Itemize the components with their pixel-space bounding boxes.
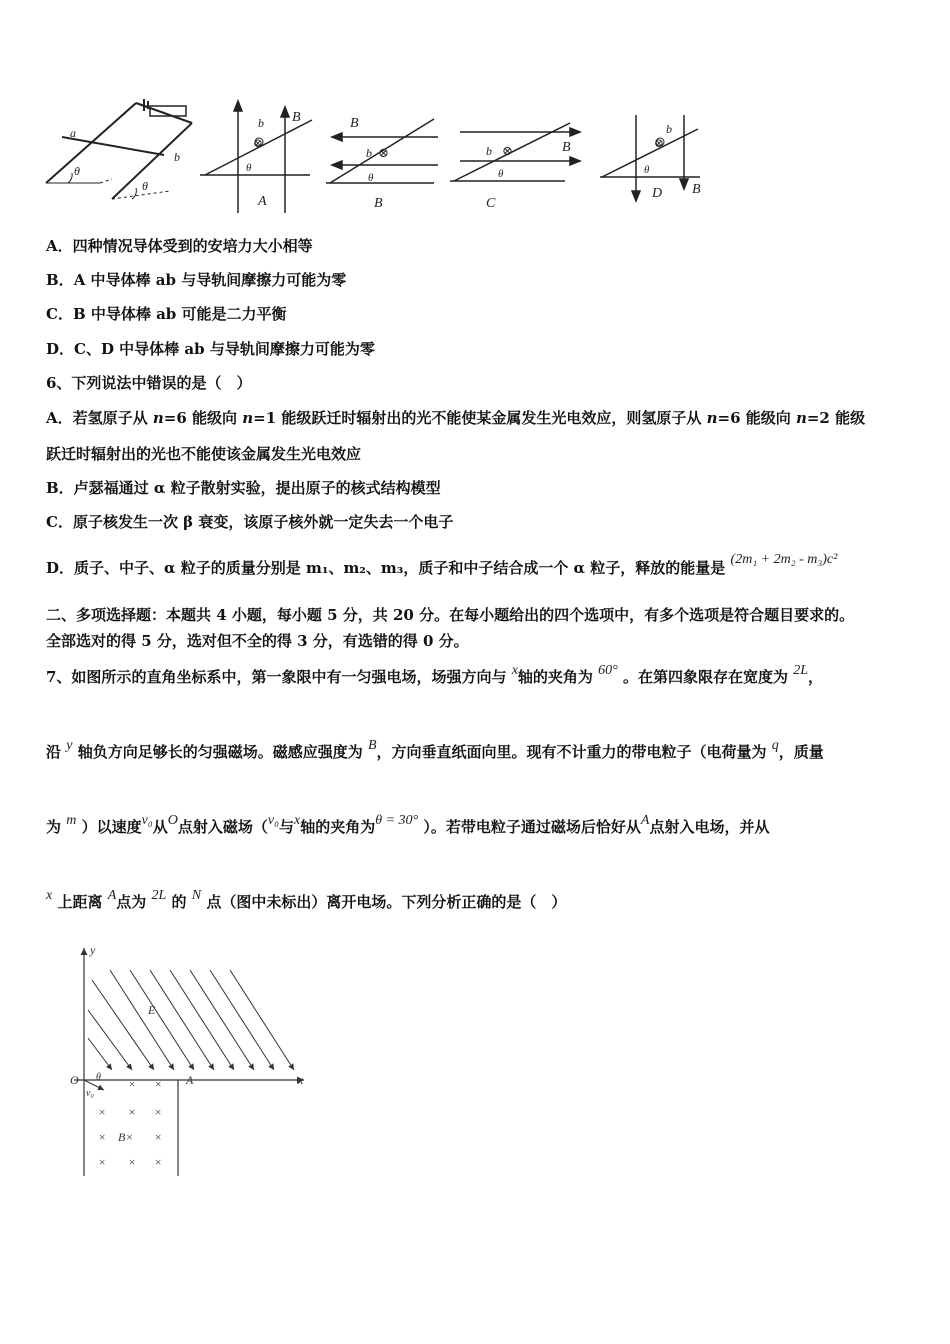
q7-text: 从 bbox=[152, 818, 168, 836]
q6-a-part: =2 能级 bbox=[806, 409, 866, 427]
q7-var-A: A bbox=[107, 888, 117, 903]
figure-B-caption: B bbox=[374, 196, 383, 211]
q5-option-a bbox=[46, 236, 313, 256]
theta-label: θ bbox=[96, 1072, 101, 1083]
A-cross: ⊗ bbox=[253, 136, 264, 150]
q7-text: ， bbox=[808, 668, 824, 686]
A-label-B: B bbox=[292, 110, 301, 125]
q6-d-formula: (2m₁ + 2m₂ - m₃)c² bbox=[730, 552, 838, 567]
B-cross: ⊗ bbox=[378, 145, 389, 160]
A-label-theta: θ bbox=[246, 162, 252, 174]
B-label-theta: θ bbox=[368, 172, 374, 184]
q5-c-key: C． bbox=[46, 305, 73, 323]
q6-option-a-line1 bbox=[46, 408, 865, 428]
q7-text: ，质量 bbox=[778, 743, 824, 761]
q7-line4 bbox=[46, 888, 567, 914]
q5-c-text: B 中导体棒 ab 可能是二力平衡 bbox=[72, 305, 287, 323]
y-axis-label: y bbox=[90, 943, 96, 957]
q6-a-part: =6 能级向 bbox=[163, 409, 243, 427]
q7-var-B: B bbox=[367, 738, 377, 753]
field-E-label: E bbox=[148, 1003, 156, 1017]
q7-var-q: q bbox=[771, 738, 779, 753]
q6-a-n: n bbox=[795, 409, 807, 427]
q5-option-d bbox=[46, 339, 375, 359]
origin-label: O bbox=[70, 1073, 79, 1087]
q7-text: 点（图中未标出）离开电场。下列分析正确的是（ ） bbox=[206, 893, 567, 911]
field-B-label: B× bbox=[118, 1130, 134, 1144]
D-label-B: B bbox=[692, 182, 701, 197]
q6-option-d bbox=[46, 552, 838, 580]
q7-var-m: m bbox=[66, 813, 77, 828]
label-a: a bbox=[70, 126, 76, 140]
x-axis-label: x bbox=[298, 1073, 304, 1087]
q7-text: 的 bbox=[171, 893, 187, 911]
q5-a-key: A． bbox=[46, 237, 73, 255]
q7-var-y: y bbox=[66, 738, 73, 753]
section2-line2: 全部选对的得 5 分，选对但不全的得 3 分，有选错的得 0 分。 bbox=[46, 632, 469, 650]
label-theta-2: θ bbox=[142, 179, 148, 193]
q6-a-part: A．若氢原子从 bbox=[46, 409, 153, 427]
B-label-b: b bbox=[366, 146, 372, 160]
q6-a-part: =6 能级向 bbox=[717, 409, 796, 427]
q5-option-b bbox=[46, 270, 346, 290]
q7-theta-30: θ = 30° bbox=[375, 813, 419, 828]
q7-text: 轴的夹角为 bbox=[300, 818, 376, 836]
q7-text: 。在第四象限存在宽度为 bbox=[623, 668, 789, 686]
q6-d-text: D．质子、中子、α 粒子的质量分别是 m₁、m₂、m₃，质子和中子结合成一个 α 粒子，释放的能量是 bbox=[46, 559, 726, 577]
figure-D bbox=[600, 115, 700, 201]
D-cross: ⊗ bbox=[654, 136, 665, 150]
q6-a-n: n bbox=[706, 409, 718, 427]
label-theta-1: θ bbox=[74, 164, 80, 178]
q7-text: 点射入电场，并从 bbox=[649, 818, 770, 836]
cross-mark: × bbox=[98, 1105, 107, 1119]
q7-text: 上距离 bbox=[57, 893, 103, 911]
q7-var-N: N bbox=[191, 888, 202, 903]
q6-option-b: B．卢瑟福通过 α 粒子散射实验，提出原子的核式结构模型 bbox=[46, 479, 441, 497]
D-label-theta: θ bbox=[644, 164, 650, 176]
q5-d-key: D． bbox=[46, 340, 75, 358]
q5-d-text: C、D 中导体棒 ab 与导轨间摩擦力可能为零 bbox=[74, 340, 375, 358]
q7-text: 为 bbox=[46, 818, 62, 836]
cross-mark: × bbox=[154, 1105, 163, 1119]
q6-a-part: =1 能级跃迁时辐射出的光不能使某金属发生光电效应，则氢原子从 bbox=[253, 409, 707, 427]
q5-figures bbox=[40, 95, 720, 220]
figure-incline-rails bbox=[46, 99, 192, 199]
q7-text: 轴负方向足够长的匀强磁场。磁感应强度为 bbox=[77, 743, 363, 761]
figure-A-caption: A bbox=[258, 194, 267, 209]
figure-C bbox=[450, 123, 580, 181]
q7-var-x: x bbox=[293, 813, 301, 828]
q6-a-n: n bbox=[242, 409, 254, 427]
q7-line2 bbox=[46, 738, 824, 764]
cross-mark: × bbox=[154, 1077, 163, 1091]
q7-var-v0: v₀ bbox=[141, 813, 153, 828]
A-label-b: b bbox=[258, 116, 264, 130]
cross-mark: × bbox=[154, 1130, 163, 1144]
q7-text: 7、如图所示的直角坐标系中，第一象限中有一匀强电场，场强方向与 bbox=[46, 668, 507, 686]
section2-line1: 二、多项选择题：本题共 4 小题，每小题 5 分，共 20 分。在每小题给出的四个选项中，有多个选项是符合题目要求的。 bbox=[46, 606, 855, 624]
q7-var-A: A bbox=[640, 813, 650, 828]
q7-var-x: x bbox=[46, 888, 53, 903]
cross-mark: × bbox=[98, 1130, 107, 1144]
q6-option-a-line2: 跃迁时辐射出的光也不能使该金属发生光电效应 bbox=[46, 445, 362, 463]
cross-mark: × bbox=[98, 1155, 107, 1169]
C-label-b: b bbox=[486, 144, 492, 158]
q7-text: 与 bbox=[278, 818, 294, 836]
q5-b-text: A 中导体棒 ab 与导轨间摩擦力可能为零 bbox=[73, 271, 347, 289]
C-label-theta: θ bbox=[498, 168, 504, 180]
q6-a-n: n bbox=[152, 409, 164, 427]
q6-stem: 6、下列说法中错误的是（ ） bbox=[46, 374, 252, 392]
q7-text: ）以速度 bbox=[81, 818, 142, 836]
cross-mark: × bbox=[128, 1077, 137, 1091]
q7-line1 bbox=[46, 663, 824, 689]
figure-D-caption: D bbox=[652, 186, 663, 201]
cross-mark: × bbox=[154, 1155, 163, 1169]
q7-figure bbox=[62, 938, 322, 1183]
figure-C-caption: C bbox=[486, 196, 496, 211]
q7-text: ，方向垂直纸面向里。现有不计重力的带电粒子（电荷量为 bbox=[376, 743, 767, 761]
electric-field-lines bbox=[88, 970, 294, 1070]
label-b: b bbox=[174, 150, 180, 164]
q5-b-key: B． bbox=[46, 271, 74, 289]
q7-text: ）。若带电粒子通过磁场后恰好从 bbox=[423, 818, 641, 836]
q7-text: 点为 bbox=[116, 893, 147, 911]
q5-a-text: 四种情况导体受到的安培力大小相等 bbox=[72, 237, 313, 255]
q7-width-2L: 2L bbox=[793, 663, 809, 678]
q7-text: 轴的夹角为 bbox=[517, 668, 593, 686]
q5-option-c bbox=[46, 304, 287, 324]
point-A-label: A bbox=[186, 1073, 194, 1087]
q7-var-v0: v₀ bbox=[267, 813, 279, 828]
q7-distance-2L: 2L bbox=[151, 888, 167, 903]
cross-mark: × bbox=[128, 1155, 137, 1169]
q7-line3 bbox=[46, 813, 770, 839]
cross-mark: × bbox=[128, 1105, 137, 1119]
q7-text: 点射入磁场（ bbox=[177, 818, 268, 836]
B-label-B: B bbox=[350, 116, 359, 131]
C-label-B: B bbox=[562, 140, 571, 155]
C-cross: ⊗ bbox=[502, 143, 513, 158]
q7-var-O: O bbox=[167, 813, 178, 828]
q7-text: 沿 bbox=[46, 743, 62, 761]
q7-var-x: x bbox=[511, 663, 518, 678]
q7-angle-60: 60° bbox=[598, 663, 618, 678]
q6-option-c: C．原子核发生一次 β 衰变，该原子核外就一定失去一个电子 bbox=[46, 513, 454, 531]
v0-label: v₀ bbox=[86, 1088, 94, 1099]
D-label-b: b bbox=[666, 122, 672, 136]
